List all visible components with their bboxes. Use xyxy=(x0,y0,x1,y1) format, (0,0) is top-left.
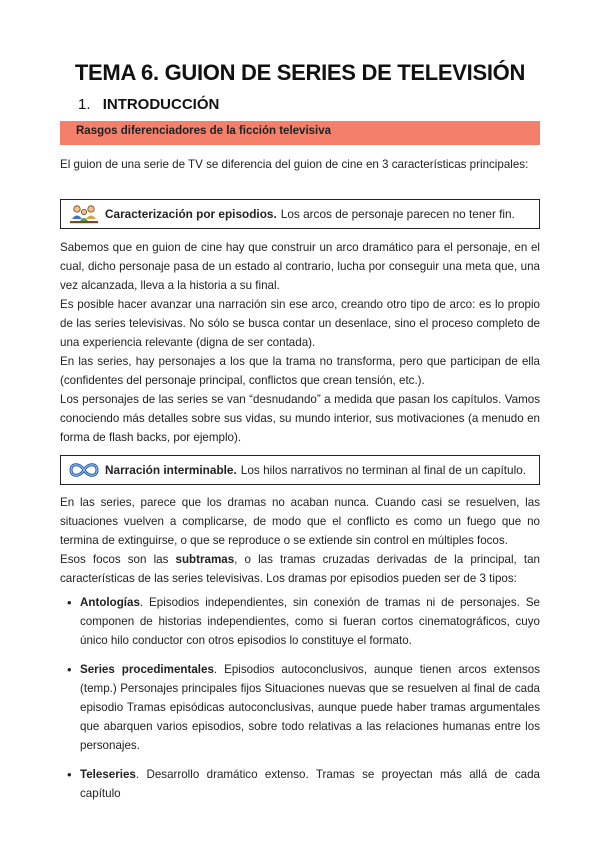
list-item-text: . Desarrollo dramático extenso. Tramas se proyectan más allá de cada capítulo xyxy=(80,768,540,800)
page-title: TEMA 6. GUION DE SERIES DE TELEVISIÓN xyxy=(74,60,526,85)
callout-bold: Caracterización por episodios. xyxy=(105,207,277,221)
paragraph-undressing: Los personajes de las series se van “desnudando” a medida que pasan los capítulos. Vamos conociendo más detalles sobre sus vidas, su mundo interior, sus motivaciones (a menudo en forma de flash backs, por ejemplo). xyxy=(60,393,540,444)
list-item-text: . Episodios independientes, sin conexión de tramas ni de personajes. Se componen de historias independientes, como si fueran cortos cinematográficos, cuyo único hilo conductor con otros episodios lo constituye el formato. xyxy=(80,596,540,647)
callout-bold: Narración interminable. xyxy=(105,463,237,477)
subtramas-before: Esos focos son las xyxy=(60,553,176,566)
paragraph-arc: Sabemos que en guion de cine hay que construir un arco dramático para el personaje, en el cual, dicho personaje pasa de un estado al contrario, lucha por conseguir una meta que, una vez alcanzada, lleva a la historia a su final. xyxy=(60,241,540,292)
section-heading xyxy=(78,96,219,113)
list-item xyxy=(60,593,540,650)
list-item-title: Antologías xyxy=(80,596,140,609)
callout-text: Los hilos narrativos no terminan al final de un capítulo. xyxy=(240,463,527,477)
infinity-icon xyxy=(67,458,101,482)
section-number: 1. xyxy=(78,96,91,113)
people-icon xyxy=(67,202,101,226)
bullet-icon: • xyxy=(67,595,72,610)
list-item xyxy=(60,660,540,755)
paragraph-characters: En las series, hay personajes a los que la trama no transforma, pero que participan de ella (confidentes del personaje principal, conflictos que crean tensión, etc.). xyxy=(60,355,540,387)
list-item xyxy=(60,765,540,803)
paragraph-other-arc: Es posible hacer avanzar una narración sin ese arco, creando otro tipo de arco: es lo propio de las series televisivas. No sólo se busca contar un desenlace, sino el proceso completo de una experiencia relevante (digna de ser contada). xyxy=(60,298,540,349)
list-item-title: Teleseries xyxy=(80,768,136,781)
bullet-icon: • xyxy=(67,662,72,677)
paragraph-subtramas xyxy=(60,550,540,588)
types-list xyxy=(60,593,540,813)
bullet-icon: • xyxy=(67,767,72,782)
section-label: INTRODUCCIÓN xyxy=(102,96,220,113)
callout-endless-narration xyxy=(60,455,540,485)
subsection-bar: Rasgos diferenciadores de la ficción televisiva xyxy=(60,121,540,145)
paragraph-dramas: En las series, parece que los dramas no acaban nunca. Cuando casi se resuelven, las situaciones vuelven a complicarse, de modo que el conflicto es como un fuego que no termina de extinguirse, o que se reproduce o se extiende sin control en múltiples focos. xyxy=(60,496,540,547)
list-item-text: . Episodios autoconclusivos, aunque tienen arcos extensos (temp.) Personajes principales fijos Situaciones nuevas que se resuelven al final de cada episodio Tramas episódicas autoconclusivas, aunque puede haber tramas argumentales que abarquen varios episodios, sobre todo relativas a las relaciones humanas entre los personajes. xyxy=(80,663,540,752)
list-item-title: Series procedimentales xyxy=(80,663,214,676)
subtramas-bold: subtramas xyxy=(175,553,235,566)
callout-text: Los arcos de personaje parecen no tener fin. xyxy=(280,207,515,221)
subtramas-after: , o las tramas cruzadas derivadas de la principal, tan características de las series televisivas. Los dramas por episodios pueden ser de 3 tipos: xyxy=(60,553,540,585)
callout-characterization xyxy=(60,199,540,229)
intro-paragraph: El guion de una serie de TV se diferencia del guion de cine en 3 características principales: xyxy=(60,158,529,171)
